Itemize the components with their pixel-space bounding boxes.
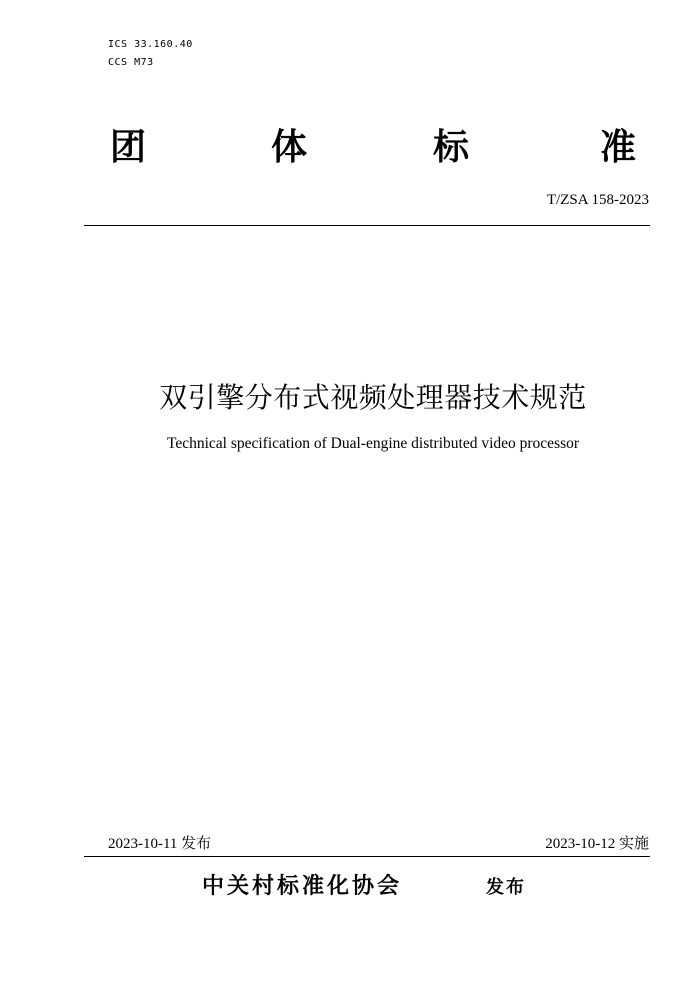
top-divider: [84, 225, 650, 226]
standard-type-char-3: 标: [433, 126, 470, 168]
implementation-date: 2023-10-12 实施: [545, 836, 649, 852]
issue-date: 2023-10-11 发布: [108, 836, 212, 852]
standard-number: T/ZSA 158-2023: [546, 192, 649, 208]
chinese-title: 双引擎分布式视频处理器技术规范: [159, 381, 587, 414]
standard-type-char-2: 体: [271, 126, 308, 168]
classification-codes: [108, 36, 193, 72]
ics-code: ICS 33.160.40: [108, 39, 193, 50]
ccs-code: CCS M73: [108, 57, 154, 68]
standard-type-char-4: 准: [600, 126, 637, 168]
publisher-name: 中关村标准化协会: [202, 874, 403, 899]
standard-type-char-1: 团: [110, 126, 147, 168]
english-title: Technical specification of Dual-engine distributed video processor: [166, 435, 580, 452]
bottom-divider: [84, 856, 650, 857]
publish-label: 发布: [486, 877, 526, 898]
standard-type-heading: [100, 122, 660, 172]
